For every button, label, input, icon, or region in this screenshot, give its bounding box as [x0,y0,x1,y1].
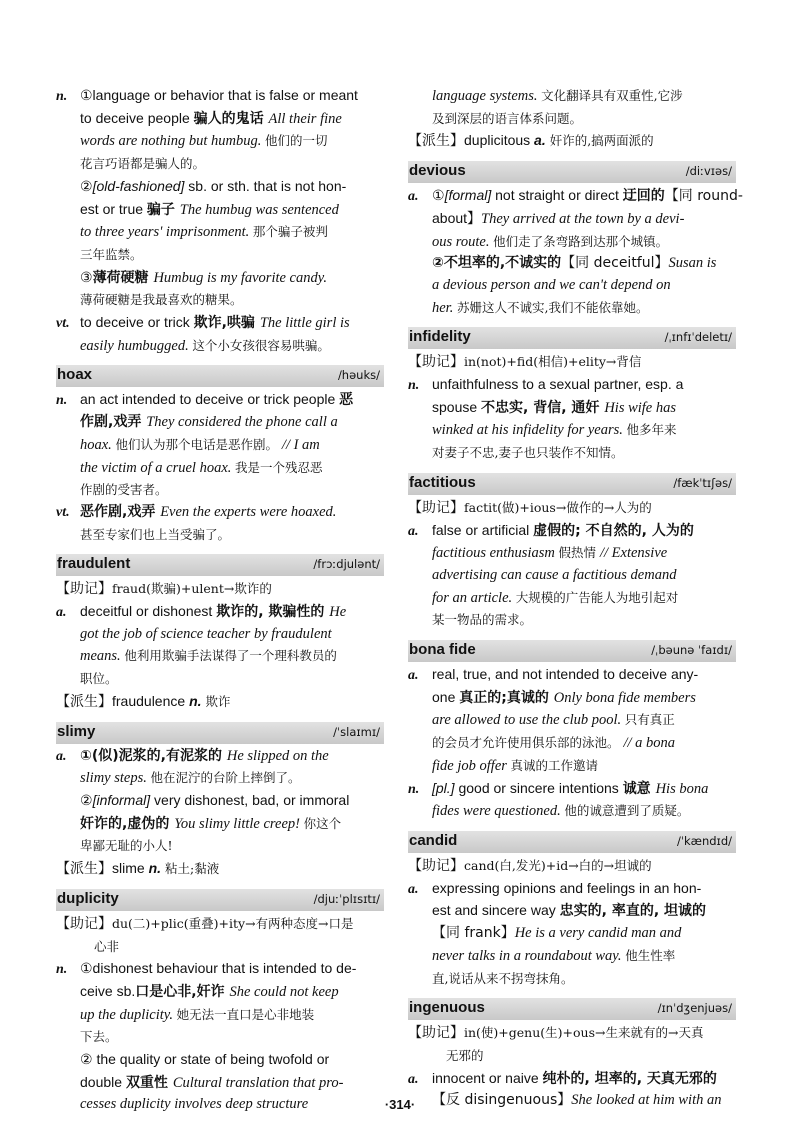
translation-line: 对妻子不忠,妻子也只装作不知情。 [432,445,624,461]
headword-bar [408,831,736,853]
mnemonic-line: 【助记】factit(做)+ious→做作的→人为的 [408,499,652,516]
definition-line: n. ①language or behavior that is false or meant [56,87,358,104]
pronunciation: /həuks/ [337,368,380,383]
translation-line: 卑鄙无耻的小人! [80,838,173,854]
entry-devious [408,161,743,319]
definition-line: ②不坦率的,不诚实的【同 deceitful】Susan is [432,255,717,272]
headword-bar [408,161,736,183]
definition-line: about】They arrived at the town by a devi- [432,209,685,227]
translation-line: 职位。 [80,671,118,687]
example-line: her. 苏姗这人不诚实,我们不能依靠她。 [432,299,649,316]
pronunciation: /frɔːdjulənt/ [313,557,380,572]
mnemonic-line: 无邪的 [446,1047,484,1063]
definition-line: ②[old-fashioned] sb. or sth. that is not hon- [80,177,347,194]
headword: factitious [409,473,476,491]
entry-bona-fide [408,640,736,823]
example-line: 【反 disingenuous】She looked at him with an [432,1092,722,1109]
translation-line: 下去。 [80,1029,118,1045]
left-column [56,85,384,1116]
example-line: got the job of science teacher by fraudulent [80,625,332,642]
headword-bar [408,473,736,495]
headword: fraudulent [57,555,131,573]
definition-line: a. real, true, and not intended to deceive any- [408,666,699,684]
example-line: fides were questioned. 他的诚意遭到了质疑。 [432,803,690,820]
headword-bar [408,327,736,349]
headword-bar [56,889,384,911]
example-line: ous route. 他们走了条弯路到达那个城镇。 [432,233,669,250]
entry-factitious [408,473,736,632]
definition-line: vt. 恶作剧,戏弄 Even the experts were hoaxed. [56,503,337,520]
definition-line: a. ①[formal] not straight or direct 迂回的【同 round- [408,187,743,205]
translation-line: 甚至专家们也上当受骗了。 [80,526,231,542]
example-line: language systems. 文化翻译具有双重性,它涉 [432,88,683,104]
translation-line: 薄荷硬糖是我最喜欢的糖果。 [80,292,243,308]
example-line: slimy steps. 他在泥泞的台阶上摔倒了。 [80,770,301,787]
definition-line: est and sincere way 忠实的, 率直的, 坦诚的 [432,902,707,920]
headword: infidelity [409,328,471,346]
pronunciation: /ˌɪnfɪˈdeletɪ/ [664,330,732,345]
entry-humbug-continued [56,85,384,357]
definition-line: a. innocent or naive 纯朴的, 坦率的, 天真无邪的 [408,1069,717,1087]
example-line: for an article. 大规模的广告能人为地引起对 [432,589,679,606]
entry-candid [408,831,736,990]
translation-line: 花言巧语都是骗人的。 [80,156,206,172]
headword: ingenuous [409,999,485,1017]
derivative-line: 【派生】slime n. 粘土;黏液 [56,860,220,878]
example-line: to three years' imprisonment. 那个骗子被判 [80,224,328,241]
example-line: words are nothing but humbug. 他们的一切 [80,133,328,150]
definition-line: a. ①(似)泥浆的,有泥浆的 He slipped on the [56,747,329,764]
example-line: winked at his infidelity for years. 他多年来 [432,422,677,439]
pronunciation: /djuːˈplɪsɪtɪ/ [313,891,380,906]
headword: candid [409,831,458,849]
mnemonic-line: 【助记】cand(白,发光)+id→白的→坦诚的 [408,857,652,874]
mnemonic-line: 【助记】du(二)+plic(重叠)+ity→有两种态度→口是 [56,915,354,932]
example-line: advertising can cause a factitious demand [432,566,677,583]
right-column [408,85,743,1112]
entry-duplicity [56,889,384,1116]
example-line: hoax. 他们认为那个电话是恶作剧。 // I am [80,436,320,453]
example-line: a devious person and we can't depend on [432,276,671,293]
pronunciation: /ˌbəunə ˈfaɪdɪ/ [651,643,732,658]
definition-line: a. expressing opinions and feelings in an hon- [408,879,702,897]
definition-line: double 双重性 Cultural translation that pro- [80,1073,344,1091]
definition-line: vt. to deceive or trick 欺诈,哄骗 The little girl is [56,314,350,332]
definition-line: n. ①dishonest behaviour that is intended to de- [56,960,357,978]
definition-line: 奸诈的,虚伪的 You slimy little creep! 你这个 [80,815,342,832]
headword: duplicity [57,889,119,907]
definition-line: ③薄荷硬糖 Humbug is my favorite candy. [80,268,328,286]
entry-fraudulent [56,554,384,713]
headword: bona fide [409,641,476,659]
headword-bar [408,640,736,662]
definition-line: 作剧,戏弄 They considered the phone call a [80,414,338,431]
headword: slimy [57,722,96,740]
definition-line: n. an act intended to deceive or trick people 恶 [56,391,354,409]
pronunciation: /diːvɪəs/ [685,164,732,179]
derivative-line: 【派生】duplicitous a. 奸诈的,搞两面派的 [408,132,654,150]
definition-line: ②[informal] very dishonest, bad, or immoral [80,791,350,808]
entry-ingenuous [408,998,736,1112]
definition-line: to deceive people 骗人的鬼话 All their fine [80,109,342,127]
pronunciation: /ˈslaɪmɪ/ [333,724,380,739]
derivative-line: 【派生】fraudulence n. 欺诈 [56,692,231,710]
entry-slimy [56,722,384,881]
definition-line: est or true 骗子 The humbug was sentenced [80,200,339,218]
mnemonic-line: 心非 [94,938,120,954]
pronunciation: /ɪnˈdʒenjuəs/ [657,1001,732,1016]
entry-hoax [56,365,384,546]
example-line: cesses duplicity involves deep structure [80,1096,309,1113]
page-number: ·314· [384,1097,416,1112]
definition-line: ② the quality or state of being twofold or [80,1051,330,1068]
example-line: means. 他利用欺骗手法谋得了一个理科教员的 [80,648,337,665]
mnemonic-line: 【助记】fraud(欺骗)+ulent→欺诈的 [56,581,272,598]
headword-bar [56,722,384,744]
example-line: the victim of a cruel hoax. 我是一个残忍恶 [80,459,323,476]
definition-line: a. false or artificial 虚假的; 不自然的, 人为的 [408,521,694,539]
example-line: 【同 frank】He is a very candid man and [432,925,682,942]
definition-line: ceive sb.口是心非,奸诈 She could not keep [80,982,339,1000]
translation-line: 三年监禁。 [80,246,143,262]
entry-infidelity [408,327,736,465]
translation-line: 直,说话从来不拐弯抹角。 [432,970,574,986]
example-line: never talks in a roundabout way. 他生性率 [432,947,676,964]
headword-bar [56,365,384,387]
pronunciation: /ˈkændɪd/ [676,833,732,848]
mnemonic-line: 【助记】in(not)+fid(相信)+elity→背信 [408,354,642,371]
entry-duplicity-continued [408,85,736,153]
definition-line: one 真正的;真诚的 Only bona fide members [432,688,696,706]
definition-line: a. deceitful or dishonest 欺诈的, 欺骗性的 He [56,603,347,621]
translation-line: 作剧的受害者。 [80,482,168,498]
example-line: up the duplicity. 她无法一直口是心非地装 [80,1006,315,1023]
headword-bar [56,554,384,576]
definition-line: spouse 不忠实, 背信, 通奸 His wife has [432,398,677,416]
headword: hoax [57,366,93,384]
example-line: fide job offer 真诚的工作邀请 [432,757,599,774]
mnemonic-line: 【助记】in(使)+genu(生)+ous→生来就有的→天真 [408,1025,704,1042]
headword: devious [409,162,466,180]
definition-line: n. unfaithfulness to a sexual partner, esp. a [408,376,684,394]
pronunciation: /fækˈtɪʃəs/ [673,475,732,490]
headword-bar [408,998,736,1020]
definition-line: n. [pl.] good or sincere intentions 诚意 His bona [408,779,709,797]
translation-line: 的会员才允许使用俱乐部的泳池。 // a bona [432,735,676,752]
example-line: factitious enthusiasm 假热情 // Extensive [432,545,668,562]
translation-line: 及到深层的语言体系问题。 [432,110,583,126]
example-line: easily humbugged. 这个小女孩很容易哄骗。 [80,337,330,354]
example-line: are allowed to use the club pool. 只有真正 [432,712,675,729]
translation-line: 某一物品的需求。 [432,612,533,628]
